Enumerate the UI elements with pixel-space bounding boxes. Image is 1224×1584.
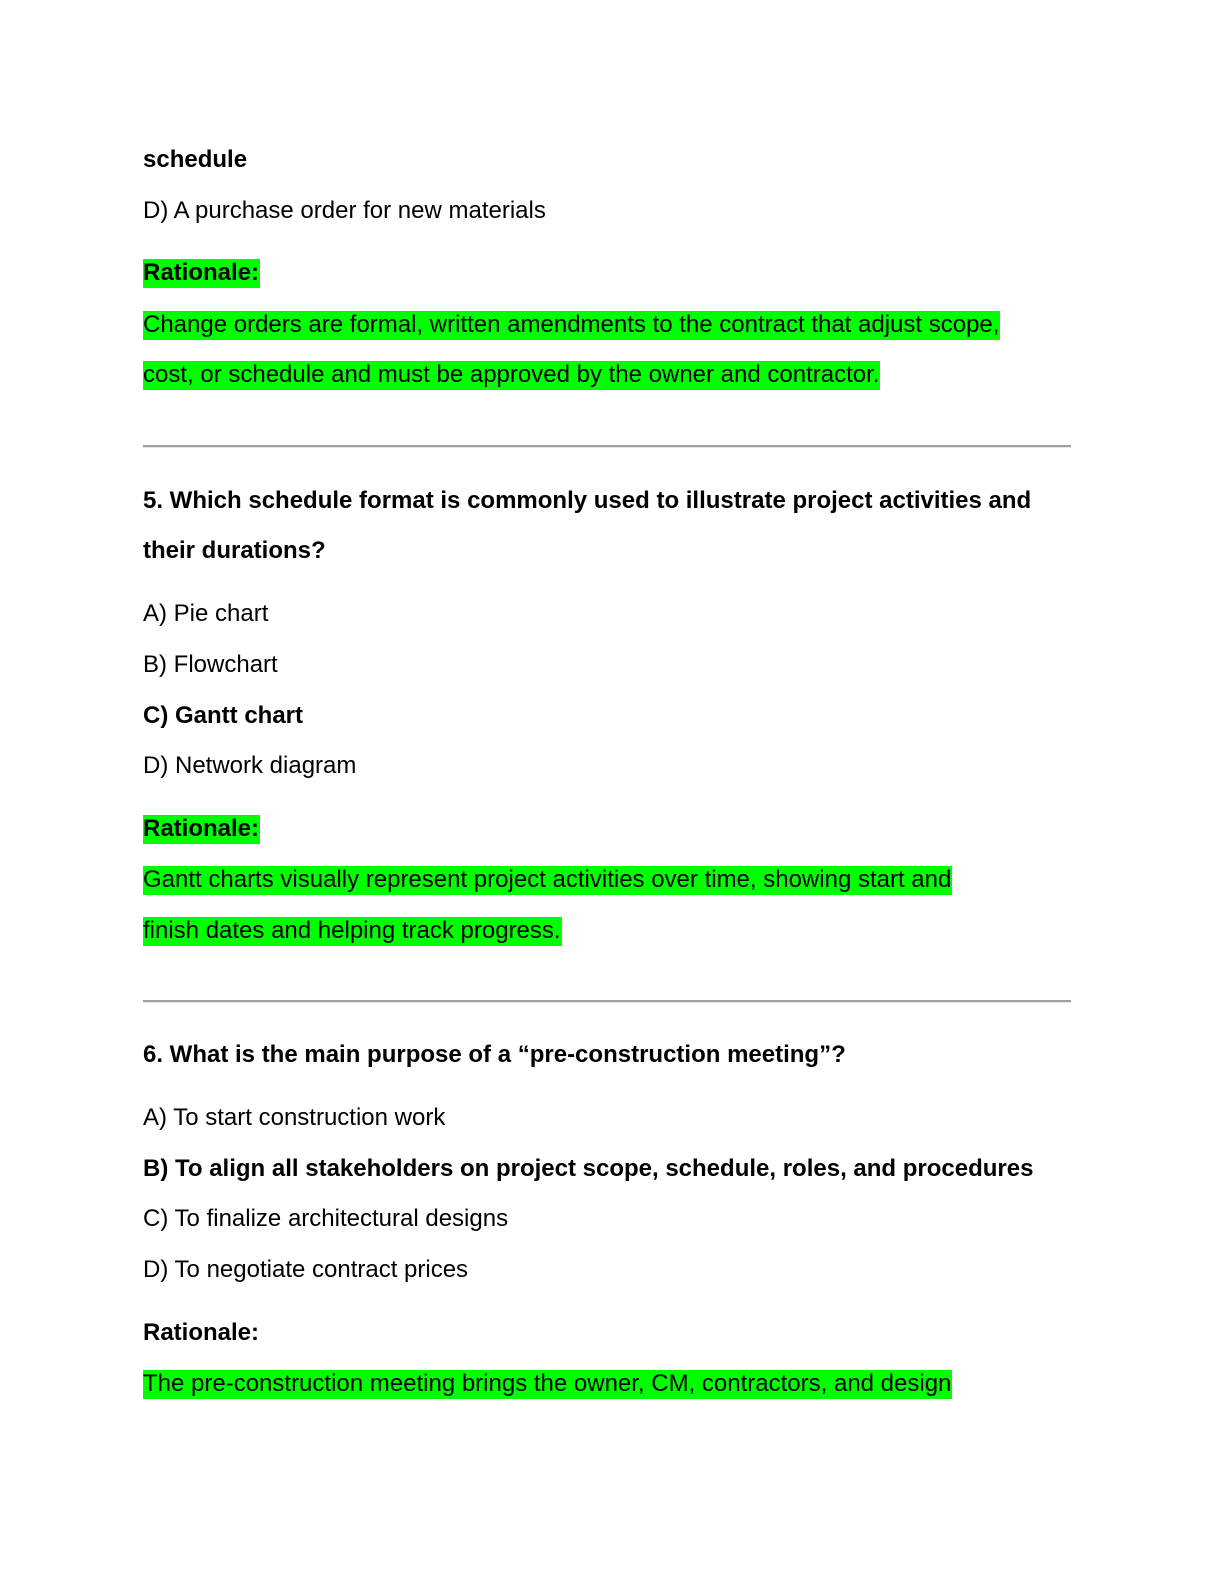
q5-option-d: D) Network diagram <box>143 752 357 779</box>
q5-question-line-1: 5. Which schedule format is commonly used to illustrate project activities and <box>143 487 1032 514</box>
q6-option-c: C) To finalize architectural designs <box>143 1205 509 1232</box>
q5-option-c-correct: C) Gantt chart <box>143 702 304 729</box>
q5-option-a: A) Pie chart <box>143 600 269 627</box>
q6-option-d: D) To negotiate contract prices <box>143 1256 469 1283</box>
q5-rationale-line-2: finish dates and helping track progress. <box>143 917 561 944</box>
q6-option-a: A) To start construction work <box>143 1104 446 1131</box>
q4-rationale-label: Rationale: <box>143 259 260 286</box>
q5-option-b: B) Flowchart <box>143 651 278 678</box>
divider <box>143 1000 1071 1003</box>
q4-rationale-line-1: Change orders are formal, written amendments to the contract that adjust scope, <box>143 311 1000 338</box>
divider <box>143 445 1071 448</box>
q4-option-c-tail: schedule <box>143 146 248 173</box>
q6-option-b-correct: B) To align all stakeholders on project scope, schedule, roles, and procedures <box>143 1155 1034 1182</box>
q6-rationale-line-1: The pre-construction meeting brings the owner, CM, contractors, and design <box>143 1370 952 1397</box>
q5-question-line-2: their durations? <box>143 537 326 564</box>
q4-option-d: D) A purchase order for new materials <box>143 197 546 224</box>
q6-question: 6. What is the main purpose of a “pre-construction meeting”? <box>143 1041 846 1068</box>
q5-rationale-line-1: Gantt charts visually represent project activities over time, showing start and <box>143 866 952 893</box>
q6-rationale-label: Rationale: <box>143 1319 260 1346</box>
q4-rationale-line-2: cost, or schedule and must be approved by the owner and contractor. <box>143 361 880 388</box>
document-page <box>143 0 1073 1584</box>
q5-rationale-label: Rationale: <box>143 815 260 842</box>
